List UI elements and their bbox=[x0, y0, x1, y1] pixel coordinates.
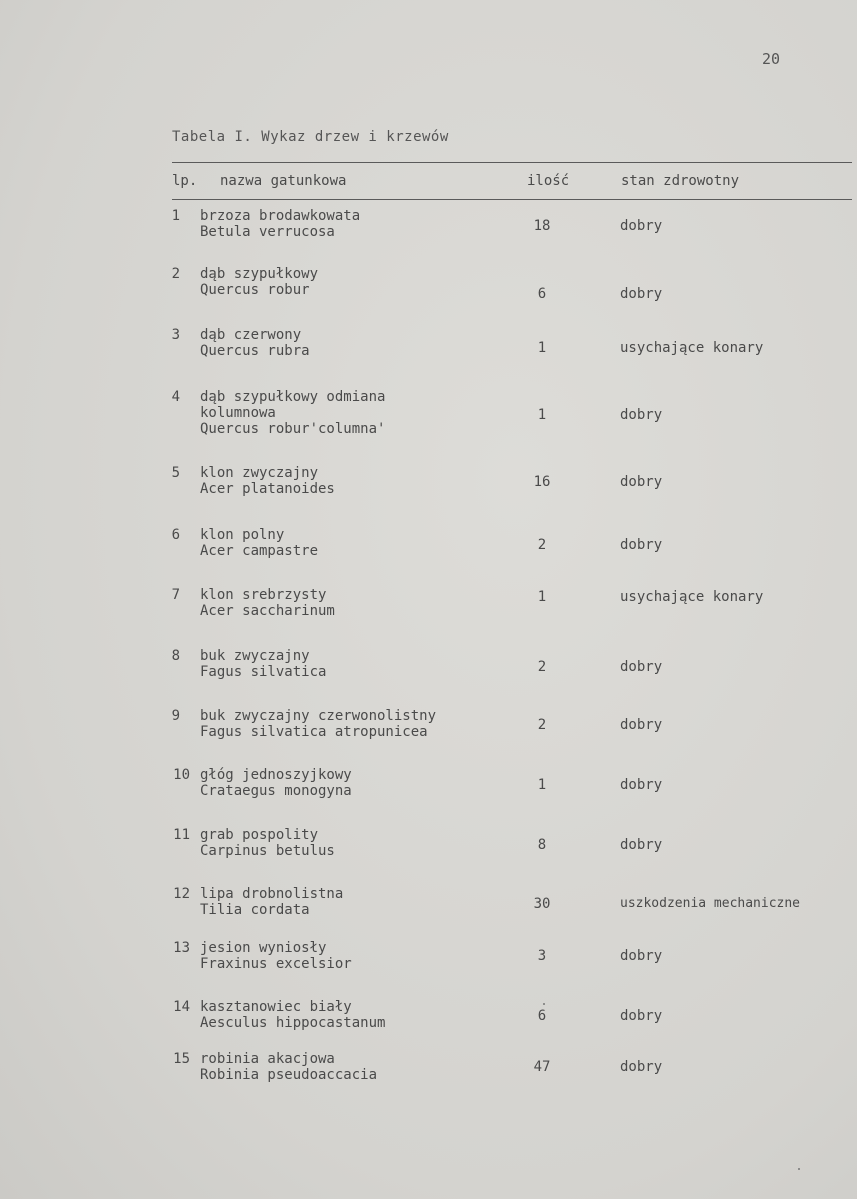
latin-name: Aesculus hippocastanum bbox=[200, 1015, 386, 1031]
polish-name: klon zwyczajny bbox=[200, 465, 319, 481]
polish-name: dąb szypułkowy bbox=[200, 266, 319, 282]
health-status: dobry bbox=[620, 777, 663, 793]
table-title: Tabela I. Wykaz drzew i krzewów bbox=[172, 129, 449, 145]
page-number: 20 bbox=[762, 50, 781, 68]
polish-name: brzoza brodawkowata bbox=[200, 208, 361, 224]
row-number: 5 bbox=[171, 465, 180, 481]
polish-name: głóg jednoszyjkowy bbox=[200, 767, 352, 783]
species-name bbox=[200, 648, 326, 680]
health-status: usychające konary bbox=[620, 589, 764, 605]
polish-name: lipa drobnolistna bbox=[200, 886, 344, 902]
species-name bbox=[200, 587, 335, 619]
species-name bbox=[200, 266, 318, 298]
health-status: usychające konary bbox=[620, 340, 764, 356]
polish-name: buk zwyczajny bbox=[200, 648, 310, 664]
species-name bbox=[200, 999, 385, 1031]
health-status: dobry bbox=[620, 218, 663, 234]
row-number: 14 bbox=[173, 999, 190, 1015]
quantity: 1 bbox=[537, 589, 547, 605]
latin-name: Acer platanoides bbox=[200, 481, 335, 497]
polish-name: jesion wyniosły bbox=[200, 940, 327, 956]
species-name bbox=[200, 389, 385, 437]
quantity: 2 bbox=[537, 717, 547, 733]
header-status: stan zdrowotny bbox=[621, 173, 740, 189]
row-number: 12 bbox=[173, 886, 190, 902]
health-status: dobry bbox=[620, 286, 663, 302]
quantity: 1 bbox=[537, 777, 547, 793]
polish-name: kasztanowiec biały bbox=[200, 999, 352, 1015]
latin-name: Acer campastre bbox=[200, 543, 319, 559]
quantity: 2 bbox=[537, 537, 547, 553]
health-status: dobry bbox=[620, 717, 663, 733]
quantity: 18 bbox=[533, 218, 551, 234]
latin-name: Fagus silvatica bbox=[200, 664, 327, 680]
health-status: dobry bbox=[620, 1008, 663, 1024]
latin-name: Acer saccharinum bbox=[200, 603, 335, 619]
polish-name: grab pospolity bbox=[200, 827, 319, 843]
polish-name: klon polny bbox=[200, 527, 285, 543]
species-name bbox=[200, 886, 343, 918]
health-status: dobry bbox=[620, 474, 663, 490]
paper-speck bbox=[543, 1003, 545, 1005]
latin-name: Quercus rubra bbox=[200, 343, 310, 359]
quantity: 6 bbox=[537, 286, 547, 302]
table-top-rule bbox=[172, 162, 852, 163]
quantity: 1 bbox=[537, 340, 547, 356]
latin-name: Fagus silvatica atropunicea bbox=[200, 724, 428, 740]
quantity: 16 bbox=[533, 474, 551, 490]
row-number: 4 bbox=[171, 389, 180, 405]
header-bottom-rule bbox=[172, 199, 852, 200]
quantity: 3 bbox=[537, 948, 547, 964]
latin-name: Fraxinus excelsior bbox=[200, 956, 352, 972]
species-name bbox=[200, 1051, 377, 1083]
health-status: dobry bbox=[620, 837, 663, 853]
polish-name: dąb szypułkowy odmiana bbox=[200, 389, 386, 405]
header-lp: lp. bbox=[172, 173, 198, 189]
species-name bbox=[200, 708, 436, 740]
row-number: 1 bbox=[171, 208, 180, 224]
row-number: 10 bbox=[173, 767, 190, 783]
health-status: dobry bbox=[620, 1059, 663, 1075]
header-name: nazwa gatunkowa bbox=[220, 173, 347, 189]
health-status: dobry bbox=[620, 948, 663, 964]
polish-name: dąb czerwony bbox=[200, 327, 302, 343]
health-status: dobry bbox=[620, 537, 663, 553]
header-qty: ilość bbox=[527, 173, 570, 189]
health-status: dobry bbox=[620, 659, 663, 675]
row-number: 3 bbox=[171, 327, 180, 343]
species-name bbox=[200, 827, 335, 859]
row-number: 13 bbox=[173, 940, 190, 956]
row-number: 15 bbox=[173, 1051, 190, 1067]
row-number: 8 bbox=[171, 648, 180, 664]
latin-name: Quercus robur bbox=[200, 282, 310, 298]
row-number: 2 bbox=[171, 266, 180, 282]
species-name bbox=[200, 940, 352, 972]
row-number: 9 bbox=[171, 708, 180, 724]
species-name bbox=[200, 465, 335, 497]
latin-name: Tilia cordata bbox=[200, 902, 310, 918]
polish-name: klon srebrzysty bbox=[200, 587, 327, 603]
quantity: 8 bbox=[537, 837, 547, 853]
latin-name: Betula verrucosa bbox=[200, 224, 335, 240]
quantity: 6 bbox=[537, 1008, 547, 1024]
polish-name: kolumnowa bbox=[200, 405, 276, 421]
species-name bbox=[200, 208, 360, 240]
row-number: 11 bbox=[173, 827, 190, 843]
polish-name: robinia akacjowa bbox=[200, 1051, 335, 1067]
latin-name: Quercus robur'columna' bbox=[200, 421, 386, 437]
polish-name: buk zwyczajny czerwonolistny bbox=[200, 708, 437, 724]
row-number: 6 bbox=[171, 527, 180, 543]
latin-name: Robinia pseudoaccacia bbox=[200, 1067, 378, 1083]
quantity: 1 bbox=[537, 407, 547, 423]
species-name bbox=[200, 327, 310, 359]
row-number: 7 bbox=[171, 587, 180, 603]
quantity: 47 bbox=[533, 1059, 551, 1075]
health-status: dobry bbox=[620, 407, 663, 423]
latin-name: Carpinus betulus bbox=[200, 843, 335, 859]
species-name bbox=[200, 527, 318, 559]
health-status: uszkodzenia mechaniczne bbox=[620, 896, 801, 911]
quantity: 30 bbox=[533, 896, 551, 912]
latin-name: Crataegus monogyna bbox=[200, 783, 352, 799]
quantity: 2 bbox=[537, 659, 547, 675]
paper-speck bbox=[798, 1168, 800, 1170]
species-name bbox=[200, 767, 352, 799]
